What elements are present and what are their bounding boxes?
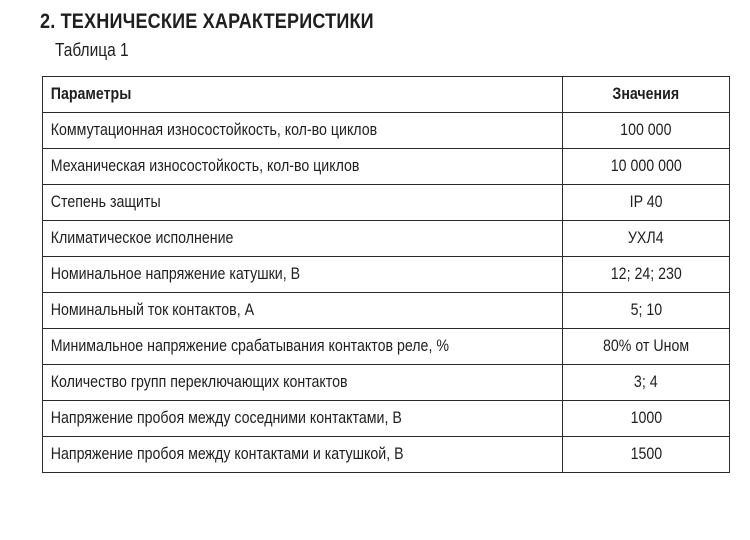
value-text: 1000 — [630, 409, 662, 427]
parameter-cell — [43, 257, 563, 293]
parameter-text: Механическая износостойкость, кол-во циклов — [50, 157, 360, 175]
parameter-text: Напряжение пробоя между контактами и катушкой, В — [50, 445, 404, 463]
header-values-label: Значения — [612, 85, 680, 103]
value-cell — [563, 365, 729, 401]
value-text: УХЛ4 — [628, 229, 664, 247]
table-row — [43, 185, 729, 221]
value-cell — [563, 113, 729, 149]
value-cell — [563, 149, 729, 185]
specifications-table — [42, 76, 730, 473]
value-text: 3; 4 — [634, 373, 658, 391]
table-row — [43, 149, 729, 185]
value-text: IP 40 — [629, 193, 663, 211]
table-row — [43, 293, 729, 329]
table-row — [43, 437, 729, 472]
value-cell — [563, 401, 729, 437]
header-values — [563, 77, 729, 113]
table-row — [43, 113, 729, 149]
table-caption: Таблица 1 — [55, 40, 129, 60]
table-row — [43, 221, 729, 257]
parameter-text: Климатическое исполнение — [50, 229, 234, 247]
value-text: 12; 24; 230 — [610, 265, 682, 283]
parameter-cell — [43, 365, 563, 401]
table-row — [43, 257, 729, 293]
value-text: 100 000 — [620, 121, 672, 139]
table-row — [43, 401, 729, 437]
table-row — [43, 365, 729, 401]
parameter-text: Напряжение пробоя между соседними контактами, В — [50, 409, 402, 427]
parameter-text: Номинальный ток контактов, А — [50, 301, 255, 319]
value-text: 5; 10 — [630, 301, 662, 319]
parameter-cell — [43, 113, 563, 149]
value-cell — [563, 293, 729, 329]
parameter-text: Количество групп переключающих контактов — [50, 373, 348, 391]
header-parameters-label: Параметры — [50, 85, 132, 103]
table-header-row — [43, 77, 729, 113]
parameter-cell — [43, 185, 563, 221]
value-text: 1500 — [630, 445, 662, 463]
parameter-cell — [43, 401, 563, 437]
parameter-cell — [43, 437, 563, 472]
parameter-cell — [43, 149, 563, 185]
header-parameters — [43, 77, 563, 113]
parameter-cell — [43, 293, 563, 329]
section-title: 2. ТЕХНИЧЕСКИЕ ХАРАКТЕРИСТИКИ — [40, 10, 374, 33]
parameter-text: Минимальное напряжение срабатывания контактов реле, % — [50, 337, 449, 355]
parameter-text: Коммутационная износостойкость, кол-во циклов — [50, 121, 378, 139]
value-cell — [563, 437, 729, 472]
value-cell — [563, 329, 729, 365]
value-cell — [563, 221, 729, 257]
parameter-text: Степень защиты — [50, 193, 161, 211]
value-text: 10 000 000 — [610, 157, 682, 175]
parameter-text: Номинальное напряжение катушки, В — [50, 265, 301, 283]
value-text: 80% от Uном — [602, 337, 690, 355]
value-cell — [563, 257, 729, 293]
table-row — [43, 329, 729, 365]
parameter-cell — [43, 221, 563, 257]
value-cell — [563, 185, 729, 221]
parameter-cell — [43, 329, 563, 365]
